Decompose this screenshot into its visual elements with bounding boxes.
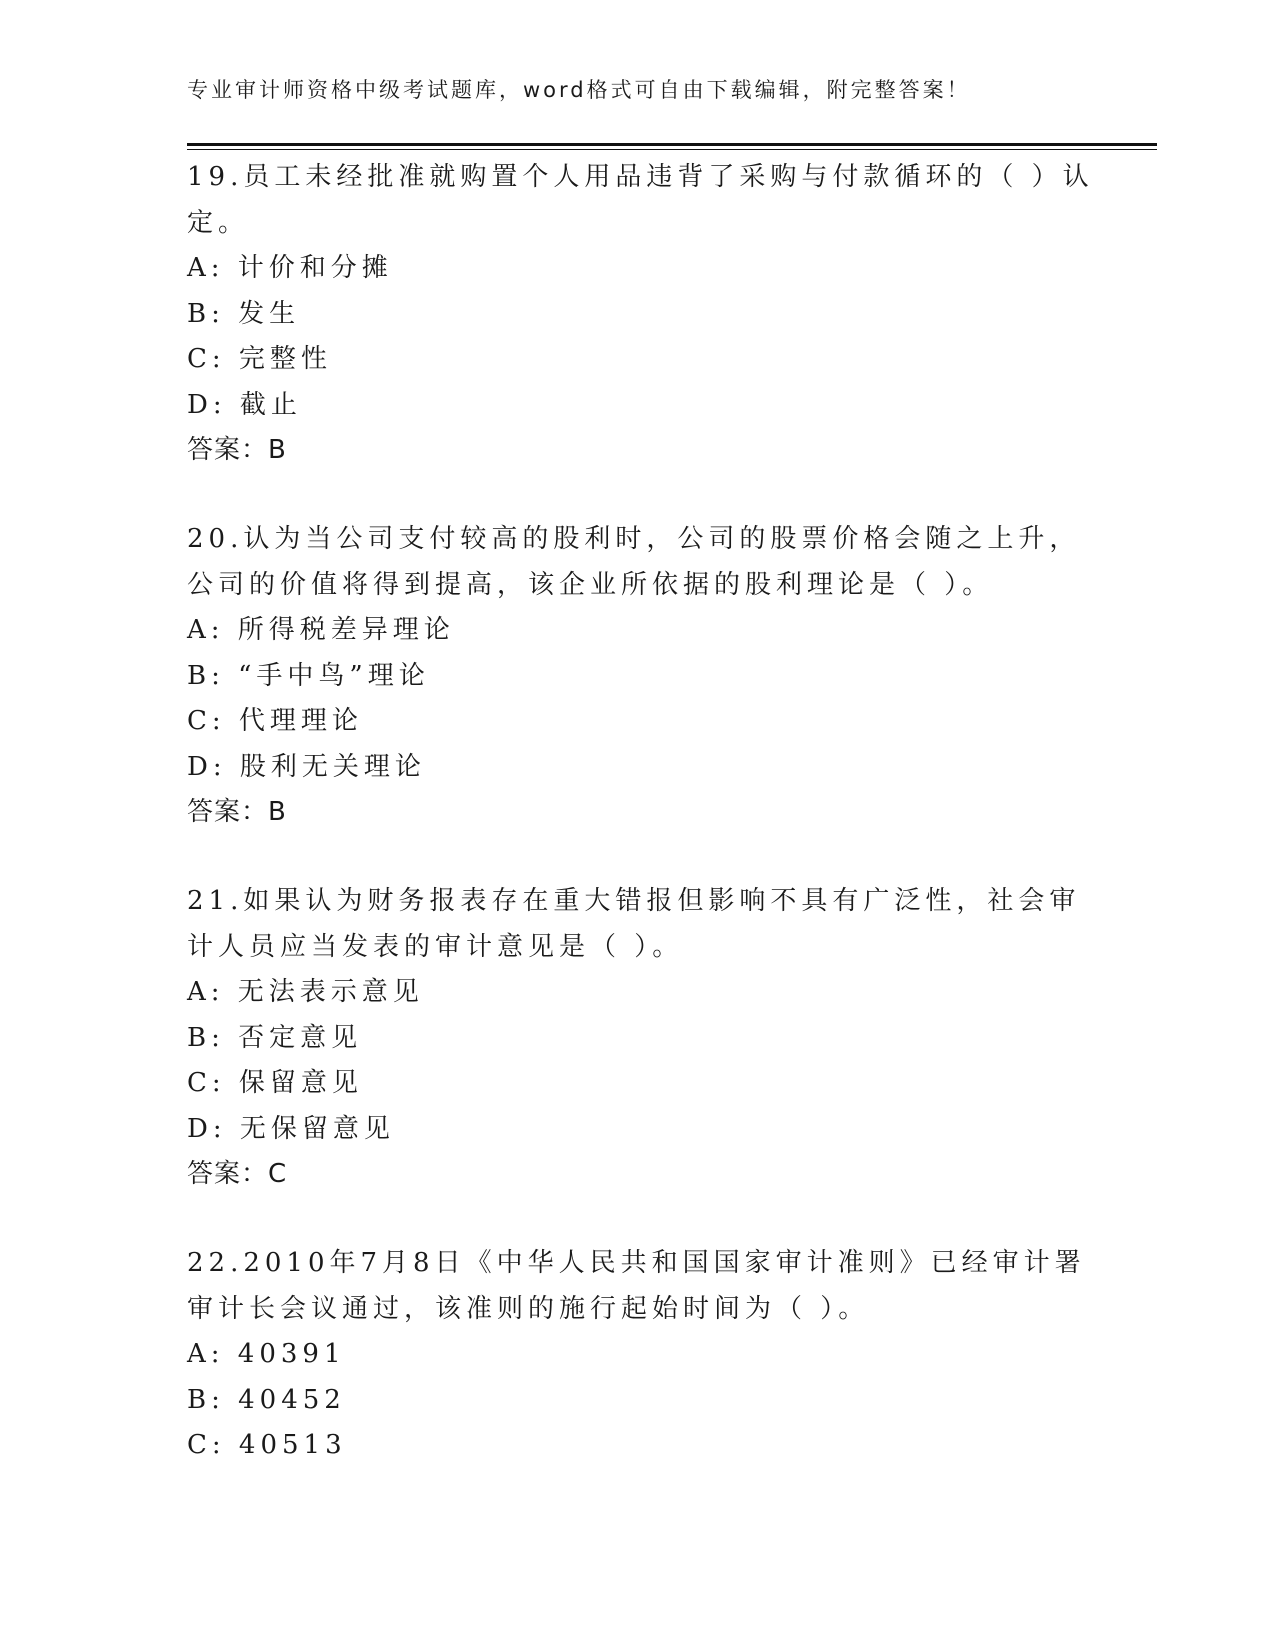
option-c: C: 完整性: [187, 344, 332, 374]
question-list: [187, 154, 1107, 1469]
option-d: D: 无保留意见: [187, 1113, 395, 1144]
question-19: [187, 154, 1107, 473]
option-b: B: 否定意见: [187, 1022, 363, 1053]
answer: 答案：B: [187, 797, 287, 827]
option-b: B: 发生: [187, 298, 301, 329]
option-a: A: 计价和分摊: [187, 253, 393, 283]
option-a: A: 无法表示意见: [187, 977, 424, 1007]
answer: 答案：C: [187, 1159, 288, 1189]
option-d: D: 股利无关理论: [187, 751, 426, 782]
question-21: [187, 878, 1107, 1197]
option-c: C: 40513: [187, 1430, 347, 1460]
option-c: C: 代理理论: [187, 706, 363, 736]
header-rule-thick: [187, 143, 1157, 146]
question-stem: 22.2010年7月8日《中华人民共和国国家审计准则》已经审计署审计长会议通过，该准则的施行起始时间为（ ）。: [187, 1248, 1086, 1324]
question-stem: 20.认为当公司支付较高的股利时，公司的股票价格会随之上升，公司的价值将得到提高，该企业所依据的股利理论是（ ）。: [187, 524, 1081, 600]
option-c: C: 保留意见: [187, 1068, 363, 1098]
option-b: B: 40452: [187, 1384, 346, 1415]
option-a: A: 40391: [187, 1339, 346, 1369]
question-stem: 21.如果认为财务报表存在重大错报但影响不具有广泛性，社会审计人员应当发表的审计意见是（ ）。: [187, 886, 1081, 962]
question-22: [187, 1240, 1107, 1469]
option-a: A: 所得税差异理论: [187, 615, 455, 645]
option-d: D: 截止: [187, 389, 302, 420]
page-header: 专业审计师资格中级考试题库，word格式可自由下载编辑，附完整答案！: [187, 78, 971, 102]
question-20: [187, 516, 1107, 835]
answer: 答案：B: [187, 435, 287, 465]
option-b: B: “手中鸟”理论: [187, 660, 430, 691]
header-rule-thin: [187, 149, 1157, 150]
question-stem: 19.员工未经批准就购置个人用品违背了采购与付款循环的（ ）认定。: [187, 162, 1094, 238]
